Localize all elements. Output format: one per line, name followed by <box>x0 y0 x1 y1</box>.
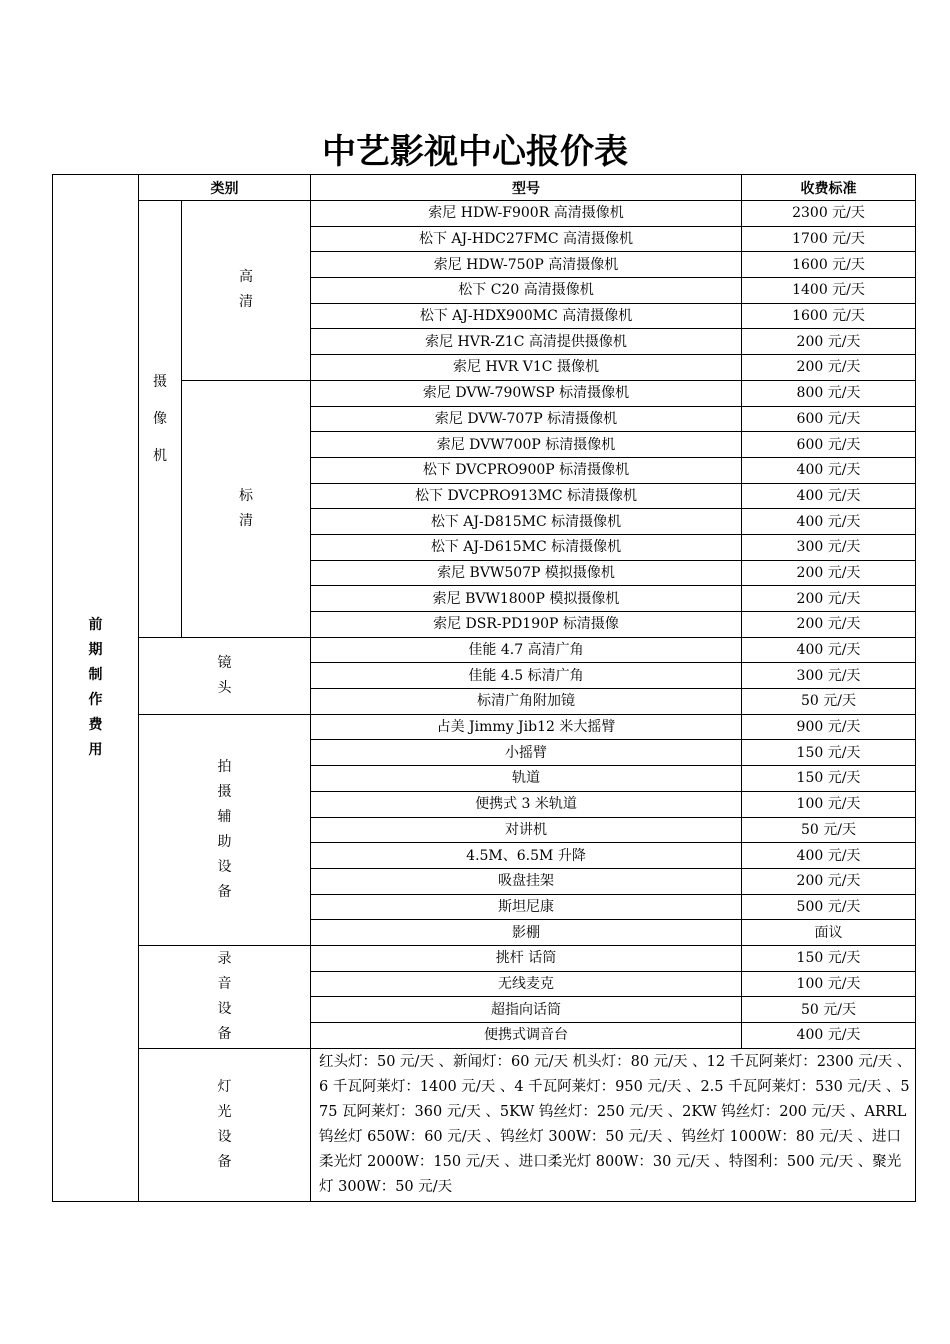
item-price: 1600 元/天 <box>742 303 916 329</box>
item-price: 300 元/天 <box>742 663 916 689</box>
item-model: 索尼 BVW1800P 模拟摄像机 <box>311 586 742 612</box>
item-model: 松下 AJ-D815MC 标清摄像机 <box>311 509 742 535</box>
item-model: 松下 DVCPRO900P 标清摄像机 <box>311 457 742 483</box>
lens-label-cell <box>139 637 311 714</box>
item-model: 吸盘挂架 <box>311 868 742 894</box>
audio-label-cell <box>139 945 311 1048</box>
hd-label-cell <box>182 201 311 381</box>
table-row <box>53 714 916 740</box>
item-price: 150 元/天 <box>742 766 916 792</box>
item-model: 索尼 HVR-Z1C 高清提供摄像机 <box>311 329 742 355</box>
item-model: 标清广角附加镜 <box>311 689 742 715</box>
item-price: 100 元/天 <box>742 791 916 817</box>
camera-label-cell <box>139 201 182 638</box>
item-model: 佳能 4.5 标清广角 <box>311 663 742 689</box>
item-price: 200 元/天 <box>742 586 916 612</box>
hd-label: 高 清 <box>239 269 253 311</box>
item-price: 200 元/天 <box>742 329 916 355</box>
table-row <box>53 637 916 663</box>
aux-label: 拍 摄 辅 助 设 备 <box>217 758 232 900</box>
table-row <box>53 201 916 227</box>
light-label: 灯 光 设 备 <box>217 1078 232 1170</box>
item-model: 小摇臂 <box>311 740 742 766</box>
item-model: 索尼 HDW-F900R 高清摄像机 <box>311 201 742 227</box>
item-price: 200 元/天 <box>742 612 916 638</box>
item-model: 松下 AJ-D615MC 标清摄像机 <box>311 534 742 560</box>
item-model: 松下 AJ-HDX900MC 高清摄像机 <box>311 303 742 329</box>
item-model: 轨道 <box>311 766 742 792</box>
main-category-cell <box>53 175 139 1202</box>
item-model: 佳能 4.7 高清广角 <box>311 637 742 663</box>
lighting-price-list: 红头灯：50 元/天 、新闻灯：60 元/天 机头灯：80 元/天 、12 千瓦阿莱灯：2300 元/天 、6 千瓦阿莱灯：1400 元/天 、4 千瓦阿莱灯：950 元/天 、2.5 千瓦阿莱灯：530 元/天 、575 瓦阿莱灯：360 元/天 、5KW 钨丝灯：250 元/天 、2KW 钨丝灯：200 元/天 、ARRL 钨丝灯 650W：60 元/天 、钨丝灯 300W：50 元/天 、钨丝灯 1000W：80 元/天 、进口柔光灯 2000W：150 元/天 、进口柔光灯 800W：30 元/天 、特图利：500 元/天 、聚光灯 300W：50 元/天 <box>311 1048 916 1201</box>
main-category-label: 前 期 制 作 费 用 <box>88 616 103 758</box>
item-model: 占美 Jimmy Jib12 米大摇臂 <box>311 714 742 740</box>
header-category: 类别 <box>139 175 311 201</box>
price-table <box>52 174 916 1202</box>
item-price: 200 元/天 <box>742 560 916 586</box>
item-model: 挑杆 话筒 <box>311 945 742 971</box>
item-price: 500 元/天 <box>742 894 916 920</box>
item-model: 超指向话筒 <box>311 997 742 1023</box>
sd-label: 标 清 <box>239 487 253 529</box>
item-price: 150 元/天 <box>742 740 916 766</box>
item-model: 便携式调音台 <box>311 1023 742 1049</box>
item-model: 索尼 HDW-750P 高清摄像机 <box>311 252 742 278</box>
item-model: 索尼 BVW507P 模拟摄像机 <box>311 560 742 586</box>
item-price: 50 元/天 <box>742 817 916 843</box>
table-row <box>53 380 916 406</box>
item-price: 1400 元/天 <box>742 278 916 304</box>
item-model: 松下 AJ-HDC27FMC 高清摄像机 <box>311 226 742 252</box>
header-model: 型号 <box>311 175 742 201</box>
table-row <box>53 945 916 971</box>
item-model: 索尼 DVW-790WSP 标清摄像机 <box>311 380 742 406</box>
item-model: 影棚 <box>311 920 742 946</box>
item-price: 900 元/天 <box>742 714 916 740</box>
item-model: 无线麦克 <box>311 971 742 997</box>
light-label-cell <box>139 1048 311 1201</box>
item-price: 2300 元/天 <box>742 201 916 227</box>
item-price: 200 元/天 <box>742 355 916 381</box>
page-title: 中艺影视中心报价表 <box>322 132 628 172</box>
item-model: 便携式 3 米轨道 <box>311 791 742 817</box>
item-price: 400 元/天 <box>742 509 916 535</box>
item-model: 索尼 DSR-PD190P 标清摄像 <box>311 612 742 638</box>
item-price: 800 元/天 <box>742 380 916 406</box>
item-price: 400 元/天 <box>742 843 916 869</box>
item-price: 300 元/天 <box>742 534 916 560</box>
item-model: 斯坦尼康 <box>311 894 742 920</box>
item-price: 600 元/天 <box>742 406 916 432</box>
item-model: 索尼 DVW700P 标清摄像机 <box>311 432 742 458</box>
item-model: 索尼 HVR V1C 摄像机 <box>311 355 742 381</box>
sd-label-cell <box>182 380 311 637</box>
item-model: 索尼 DVW-707P 标清摄像机 <box>311 406 742 432</box>
audio-label: 录 音 设 备 <box>217 950 232 1042</box>
item-price: 1600 元/天 <box>742 252 916 278</box>
item-price: 400 元/天 <box>742 457 916 483</box>
camera-label: 摄 像 机 <box>153 373 167 464</box>
item-price: 200 元/天 <box>742 868 916 894</box>
item-price: 50 元/天 <box>742 997 916 1023</box>
item-model: 松下 C20 高清摄像机 <box>311 278 742 304</box>
table-header-row <box>53 175 916 201</box>
aux-label-cell <box>139 714 311 945</box>
lighting-row <box>53 1048 916 1201</box>
item-model: 4.5M、6.5M 升降 <box>311 843 742 869</box>
lens-label: 镜 头 <box>217 654 232 696</box>
header-price: 收费标准 <box>742 175 916 201</box>
item-price: 150 元/天 <box>742 945 916 971</box>
item-price: 100 元/天 <box>742 971 916 997</box>
item-price: 面议 <box>742 920 916 946</box>
item-price: 400 元/天 <box>742 483 916 509</box>
item-price: 400 元/天 <box>742 637 916 663</box>
item-model: 对讲机 <box>311 817 742 843</box>
item-price: 600 元/天 <box>742 432 916 458</box>
item-model: 松下 DVCPRO913MC 标清摄像机 <box>311 483 742 509</box>
item-price: 50 元/天 <box>742 689 916 715</box>
item-price: 1700 元/天 <box>742 226 916 252</box>
item-price: 400 元/天 <box>742 1023 916 1049</box>
